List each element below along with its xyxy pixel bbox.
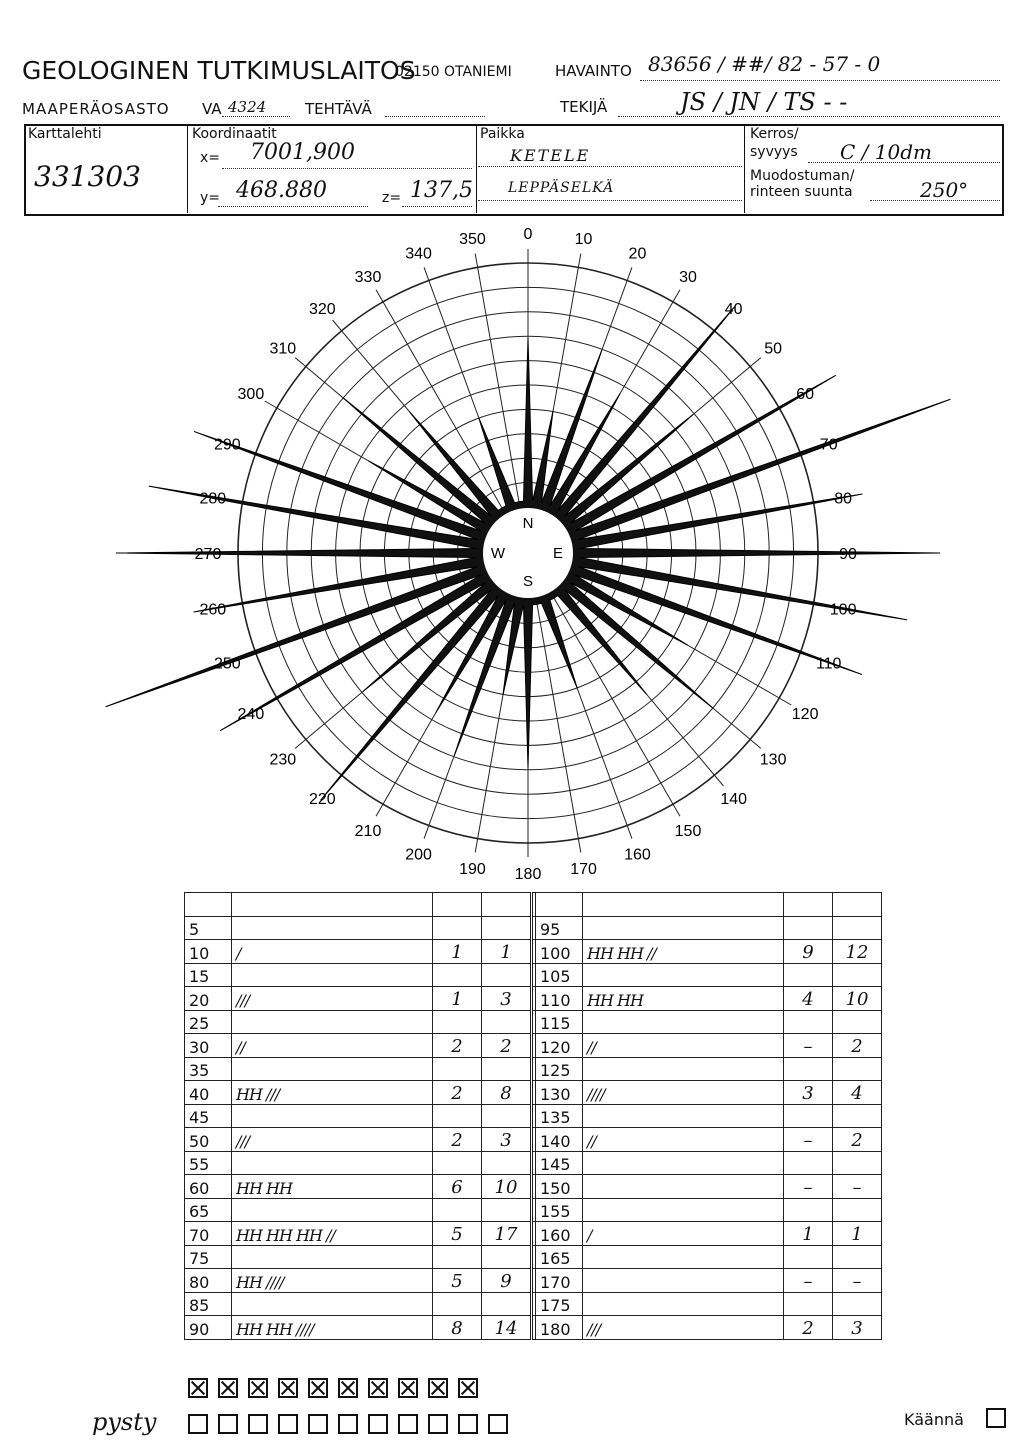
degree-label: 50 (764, 340, 783, 358)
paikka-label: Paikka (480, 126, 525, 142)
institute-title: GEOLOGINEN TUTKIMUSLAITOS (22, 56, 416, 85)
table-cell (482, 1151, 532, 1175)
table-cell (784, 1057, 833, 1081)
karttalehti-label: Karttalehti (28, 126, 102, 142)
checked-box[interactable] (398, 1378, 418, 1398)
table-cell: – (833, 1175, 882, 1199)
table-cell: 50 (185, 1128, 232, 1152)
va-label: VA (202, 100, 222, 118)
checked-box[interactable] (308, 1378, 328, 1398)
table-cell: 115 (536, 1010, 583, 1034)
checked-box[interactable] (278, 1378, 298, 1398)
table-cell: 140 (536, 1128, 583, 1152)
table-cell: HH HH HH // (232, 1222, 433, 1246)
table-cell (784, 963, 833, 987)
degree-label: 0 (523, 226, 533, 243)
table-cell: 10 (482, 1175, 532, 1199)
table-cell: //// (583, 1081, 784, 1105)
degree-label: 350 (459, 230, 486, 248)
degree-label: 230 (269, 751, 297, 769)
table-cell: / (232, 940, 433, 964)
table-cell: /// (583, 1316, 784, 1340)
table-cell (784, 1292, 833, 1316)
table-cell (433, 916, 482, 940)
table-cell: 85 (185, 1292, 232, 1316)
table-cell: 155 (536, 1198, 583, 1222)
table-cell: 2 (433, 1128, 482, 1152)
empty-box[interactable] (428, 1414, 448, 1434)
table-cell: 14 (482, 1316, 532, 1340)
table-cell: 90 (185, 1316, 232, 1340)
table-cell: 1 (833, 1222, 882, 1246)
table-cell: 3 (784, 1081, 833, 1105)
table-cell (784, 1198, 833, 1222)
table-cell: 8 (482, 1081, 532, 1105)
degree-label: 150 (674, 823, 702, 841)
table-cell: 2 (833, 1128, 882, 1152)
z-value: 137,5 (410, 178, 473, 203)
table-cell (833, 1292, 882, 1316)
havainto-label: HAVAINTO (555, 62, 632, 80)
degree-label: 250 (213, 655, 241, 673)
table-cell: 120 (536, 1034, 583, 1058)
table-cell: HH //// (232, 1269, 433, 1293)
table-cell (232, 1198, 433, 1222)
empty-box[interactable] (398, 1414, 418, 1434)
checked-box[interactable] (428, 1378, 448, 1398)
table-row (185, 916, 882, 940)
address: 02150 OTANIEMI (395, 64, 512, 80)
table-cell: 60 (185, 1175, 232, 1199)
table-cell (784, 1104, 833, 1128)
degree-label: 310 (269, 340, 297, 358)
table-cell (482, 963, 532, 987)
table-cell (232, 1010, 433, 1034)
table-cell: 9 (482, 1269, 532, 1293)
table-cell: // (583, 1128, 784, 1152)
empty-box[interactable] (218, 1414, 238, 1434)
table-cell: – (784, 1128, 833, 1152)
table-cell: 105 (536, 963, 583, 987)
degree-label: 90 (839, 546, 857, 563)
kerros-label: Kerros/ (750, 126, 799, 142)
table-row (185, 1245, 882, 1269)
table-cell: 1 (784, 1222, 833, 1246)
table-row (185, 1198, 882, 1222)
syvyys-label: syvyys (750, 144, 798, 160)
table-cell: 9 (784, 940, 833, 964)
table-row (185, 1081, 882, 1105)
table-cell: 3 (833, 1316, 882, 1340)
table-cell (433, 1151, 482, 1175)
table-cell: 150 (536, 1175, 583, 1199)
table-cell (583, 1198, 784, 1222)
degree-label: 160 (624, 846, 651, 864)
table-cell (583, 1104, 784, 1128)
empty-box[interactable] (368, 1414, 388, 1434)
va-value: 4324 (228, 98, 267, 116)
table-cell (833, 916, 882, 940)
checked-box[interactable] (218, 1378, 238, 1398)
empty-box[interactable] (248, 1414, 268, 1434)
tekija-value: JS / JN / TS - - (680, 88, 848, 116)
table-cell: HH HH //// (232, 1316, 433, 1340)
table-cell: 125 (536, 1057, 583, 1081)
degree-label: 200 (405, 846, 432, 864)
compass-e: E (552, 545, 564, 562)
table-row (185, 1175, 882, 1199)
table-row (185, 1034, 882, 1058)
table-cell: 3 (482, 1128, 532, 1152)
table-cell: 95 (536, 916, 583, 940)
table-cell: 4 (784, 987, 833, 1011)
degree-label: 260 (199, 601, 227, 619)
degree-label: 20 (628, 245, 647, 263)
x-value: 7001,900 (250, 140, 355, 165)
table-cell (433, 1010, 482, 1034)
table-cell (482, 1010, 532, 1034)
degree-label: 170 (570, 861, 597, 879)
tekija-label: TEKIJÄ (560, 98, 608, 116)
degree-label: 280 (199, 490, 227, 508)
table-cell (583, 1057, 784, 1081)
table-cell (583, 1151, 784, 1175)
table-cell: 175 (536, 1292, 583, 1316)
degree-label: 100 (829, 601, 857, 619)
compass-s: S (522, 573, 534, 590)
degree-label: 80 (834, 490, 853, 508)
checked-box[interactable] (188, 1378, 208, 1398)
table-cell (482, 1104, 532, 1128)
table-row (185, 1010, 882, 1034)
table-cell: 145 (536, 1151, 583, 1175)
table-cell: // (232, 1034, 433, 1058)
checked-box[interactable] (368, 1378, 388, 1398)
table-cell: 70 (185, 1222, 232, 1246)
table-cell: 2 (784, 1316, 833, 1340)
muodostuma-value: 250° (920, 178, 969, 202)
degree-label: 120 (791, 706, 819, 723)
table-cell: 2 (482, 1034, 532, 1058)
table-cell: /// (232, 987, 433, 1011)
kaanna-label: Käännä (904, 1410, 964, 1429)
tally-table (184, 892, 882, 1340)
table-cell (583, 1010, 784, 1034)
karttalehti-value: 331303 (34, 160, 141, 193)
tehtava-label: TEHTÄVÄ (305, 100, 372, 118)
table-cell: 100 (536, 940, 583, 964)
table-cell (232, 1245, 433, 1269)
degree-label: 140 (720, 791, 748, 809)
degree-label: 40 (724, 300, 743, 318)
table-cell: – (784, 1034, 833, 1058)
table-cell: 55 (185, 1151, 232, 1175)
table-cell: 17 (482, 1222, 532, 1246)
table-row (185, 1057, 882, 1081)
table-cell (232, 1292, 433, 1316)
table-cell (833, 1010, 882, 1034)
degree-label: 240 (237, 706, 265, 723)
table-cell (232, 1057, 433, 1081)
table-cell (833, 1245, 882, 1269)
degree-label: 190 (459, 861, 486, 879)
checked-box[interactable] (458, 1378, 478, 1398)
table-cell (482, 1057, 532, 1081)
table-cell (833, 963, 882, 987)
table-cell (833, 1151, 882, 1175)
degree-label: 70 (819, 436, 838, 454)
table-cell: 12 (833, 940, 882, 964)
table-cell (433, 963, 482, 987)
kerros-value: C / 10dm (840, 140, 932, 164)
table-row (185, 1316, 882, 1340)
table-cell: 5 (433, 1222, 482, 1246)
degree-label: 10 (574, 230, 593, 248)
table-cell (784, 916, 833, 940)
x-label: x= (200, 150, 221, 166)
degree-label: 130 (759, 751, 787, 769)
table-cell (232, 1104, 433, 1128)
table-row (185, 1222, 882, 1246)
table-cell (433, 1292, 482, 1316)
table-cell: 40 (185, 1081, 232, 1105)
checked-box[interactable] (338, 1378, 358, 1398)
empty-box[interactable] (188, 1414, 208, 1434)
empty-box[interactable] (458, 1414, 478, 1434)
table-cell: 2 (433, 1034, 482, 1058)
degree-label: 220 (308, 791, 336, 809)
table-cell (583, 963, 784, 987)
table-cell (583, 1292, 784, 1316)
table-cell: 65 (185, 1198, 232, 1222)
table-cell: HH /// (232, 1081, 433, 1105)
table-cell: 3 (482, 987, 532, 1011)
table-cell (833, 1057, 882, 1081)
table-cell (583, 1175, 784, 1199)
table-cell (232, 1151, 433, 1175)
empty-box[interactable] (488, 1414, 508, 1434)
empty-box[interactable] (338, 1414, 358, 1434)
table-cell (482, 916, 532, 940)
table-cell: 1 (482, 940, 532, 964)
y-value: 468.880 (236, 178, 327, 203)
table-cell: 45 (185, 1104, 232, 1128)
table-cell: 8 (433, 1316, 482, 1340)
table-cell (433, 1104, 482, 1128)
table-cell (482, 1245, 532, 1269)
table-cell: 10 (185, 940, 232, 964)
paikka-value-1: KETELE (510, 146, 591, 165)
table-row (185, 893, 882, 917)
table-cell: 6 (433, 1175, 482, 1199)
table-row (185, 1292, 882, 1316)
table-cell (833, 1198, 882, 1222)
table-cell (433, 1057, 482, 1081)
department: MAAPERÄOSASTO (22, 100, 170, 118)
z-label: z= (382, 190, 402, 206)
table-cell: – (784, 1269, 833, 1293)
table-cell: 135 (536, 1104, 583, 1128)
table-cell: 10 (833, 987, 882, 1011)
table-cell: HH HH (232, 1175, 433, 1199)
muodostuma-label: Muodostuman/ (750, 168, 855, 184)
table-cell (784, 1245, 833, 1269)
table-cell: 80 (185, 1269, 232, 1293)
table-cell: 165 (536, 1245, 583, 1269)
degree-label: 180 (514, 866, 542, 880)
rose-diagram (0, 220, 1024, 880)
table-cell: 30 (185, 1034, 232, 1058)
y-label: y= (200, 190, 221, 206)
table-cell (583, 916, 784, 940)
degree-label: 60 (796, 386, 815, 403)
table-cell (482, 1198, 532, 1222)
table-cell: 180 (536, 1316, 583, 1340)
table-row (185, 963, 882, 987)
table-cell: 170 (536, 1269, 583, 1293)
havainto-value: 83656 / ##/ 82 - 57 - 0 (648, 52, 881, 76)
table-cell: – (833, 1269, 882, 1293)
table-cell: 2 (433, 1081, 482, 1105)
table-cell: // (583, 1034, 784, 1058)
table-cell: HH HH // (583, 940, 784, 964)
table-cell: / (583, 1222, 784, 1246)
table-cell: 2 (833, 1034, 882, 1058)
table-cell: 15 (185, 963, 232, 987)
table-cell (482, 1292, 532, 1316)
koordinaatit-label: Koordinaatit (192, 126, 277, 142)
table-cell: 110 (536, 987, 583, 1011)
degree-label: 320 (308, 300, 336, 318)
degree-label: 290 (213, 436, 241, 454)
degree-label: 210 (354, 823, 382, 841)
table-cell (583, 1269, 784, 1293)
rinteen-label: rinteen suunta (750, 184, 853, 200)
table-cell: 5 (185, 916, 232, 940)
table-cell: 20 (185, 987, 232, 1011)
table-cell (833, 1104, 882, 1128)
table-cell (433, 1198, 482, 1222)
table-cell (784, 1010, 833, 1034)
table-cell (433, 1245, 482, 1269)
paikka-value-2: LEPPÄSELKÄ (508, 180, 615, 196)
degree-label: 30 (679, 268, 697, 286)
degree-label: 110 (815, 655, 842, 673)
compass-w: W (490, 545, 506, 562)
empty-box[interactable] (278, 1414, 298, 1434)
table-cell: 25 (185, 1010, 232, 1034)
kaanna-checkbox[interactable] (986, 1408, 1006, 1428)
table-cell (232, 963, 433, 987)
table-cell: 160 (536, 1222, 583, 1246)
compass-n: N (522, 515, 534, 532)
table-cell (583, 1245, 784, 1269)
table-row (185, 1104, 882, 1128)
table-cell: 1 (433, 987, 482, 1011)
table-cell (232, 916, 433, 940)
table-cell: 130 (536, 1081, 583, 1105)
table-row (185, 1151, 882, 1175)
table-cell (784, 1151, 833, 1175)
table-cell: 1 (433, 940, 482, 964)
table-cell: 5 (433, 1269, 482, 1293)
checked-box[interactable] (248, 1378, 268, 1398)
table-cell: /// (232, 1128, 433, 1152)
degree-label: 340 (405, 245, 432, 263)
table-cell: 75 (185, 1245, 232, 1269)
degree-label: 300 (237, 386, 265, 403)
table-row (185, 1269, 882, 1293)
pysty-label: pysty (92, 1408, 157, 1436)
table-cell: HH HH (583, 987, 784, 1011)
table-cell: 35 (185, 1057, 232, 1081)
table-row (185, 940, 882, 964)
degree-label: 270 (194, 546, 222, 563)
table-cell: 4 (833, 1081, 882, 1105)
table-row (185, 1128, 882, 1152)
empty-box[interactable] (308, 1414, 328, 1434)
table-row (185, 987, 882, 1011)
degree-label: 330 (354, 268, 382, 286)
table-cell: – (784, 1175, 833, 1199)
